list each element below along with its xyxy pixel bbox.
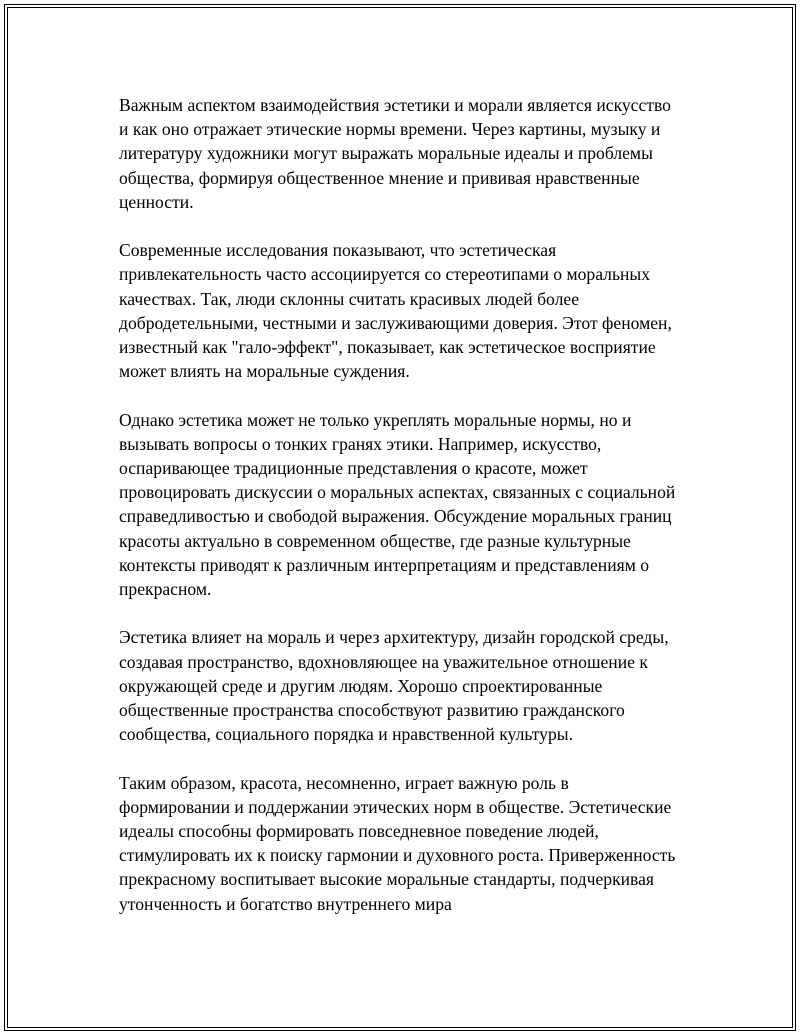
paragraph-ethics-questions: Однако эстетика может не только укреплять моральные нормы, но и вызывать вопросы о тонких гранях этики. Например, искусство, оспаривающее традиционные представления о красоте, может провоцировать дискуссии о моральных аспектах, связанных с социальной справедливостью и свободой выражения. Обсуждение моральных границ красоты актуально в современном обществе, где разные культурные контексты приводят к различным интерпретациям и представлениям о прекрасном. (119, 409, 676, 600)
document-body (119, 93, 679, 940)
paragraph-art-and-ethics: Важным аспектом взаимодействия эстетики и морали является искусство и как оно отражает этические нормы времени. Через картины, музыку и литературу художники могут выражать моральные идеалы и проблемы общества, формируя общественное мнение и прививая нравственные ценности. (119, 95, 671, 212)
paragraph-conclusion: Таким образом, красота, несомненно, играет важную роль в формировании и поддержании этических норм в обществе. Эстетические идеалы способны формировать повседневное поведение людей, стимулировать их к поиску гармонии и духовного роста. Приверженность прекрасному воспитывает высокие моральные стандарты, подчеркивая утонченность и богатство внутреннего мира (119, 772, 676, 914)
paragraph-halo-effect: Современные исследования показывают, что эстетическая привлекательность часто ассоциируется со стереотипами о моральных качествах. Так, люди склонны считать красивых людей более добродетельными, честными и заслуживающими доверия. Этот феномен, известный как "гало-эффект", показывает, как эстетическое восприятие может влиять на моральные суждения. (119, 240, 672, 382)
paragraph-architecture: Эстетика влияет на мораль и через архитектуру, дизайн городской среды, создавая пространство, вдохновляющее на уважительное отношение к окружающей среде и другим людям. Хорошо спроектированные общественные пространства способствуют развитию гражданского сообщества, социального порядка и нравственной культуры. (119, 627, 669, 745)
